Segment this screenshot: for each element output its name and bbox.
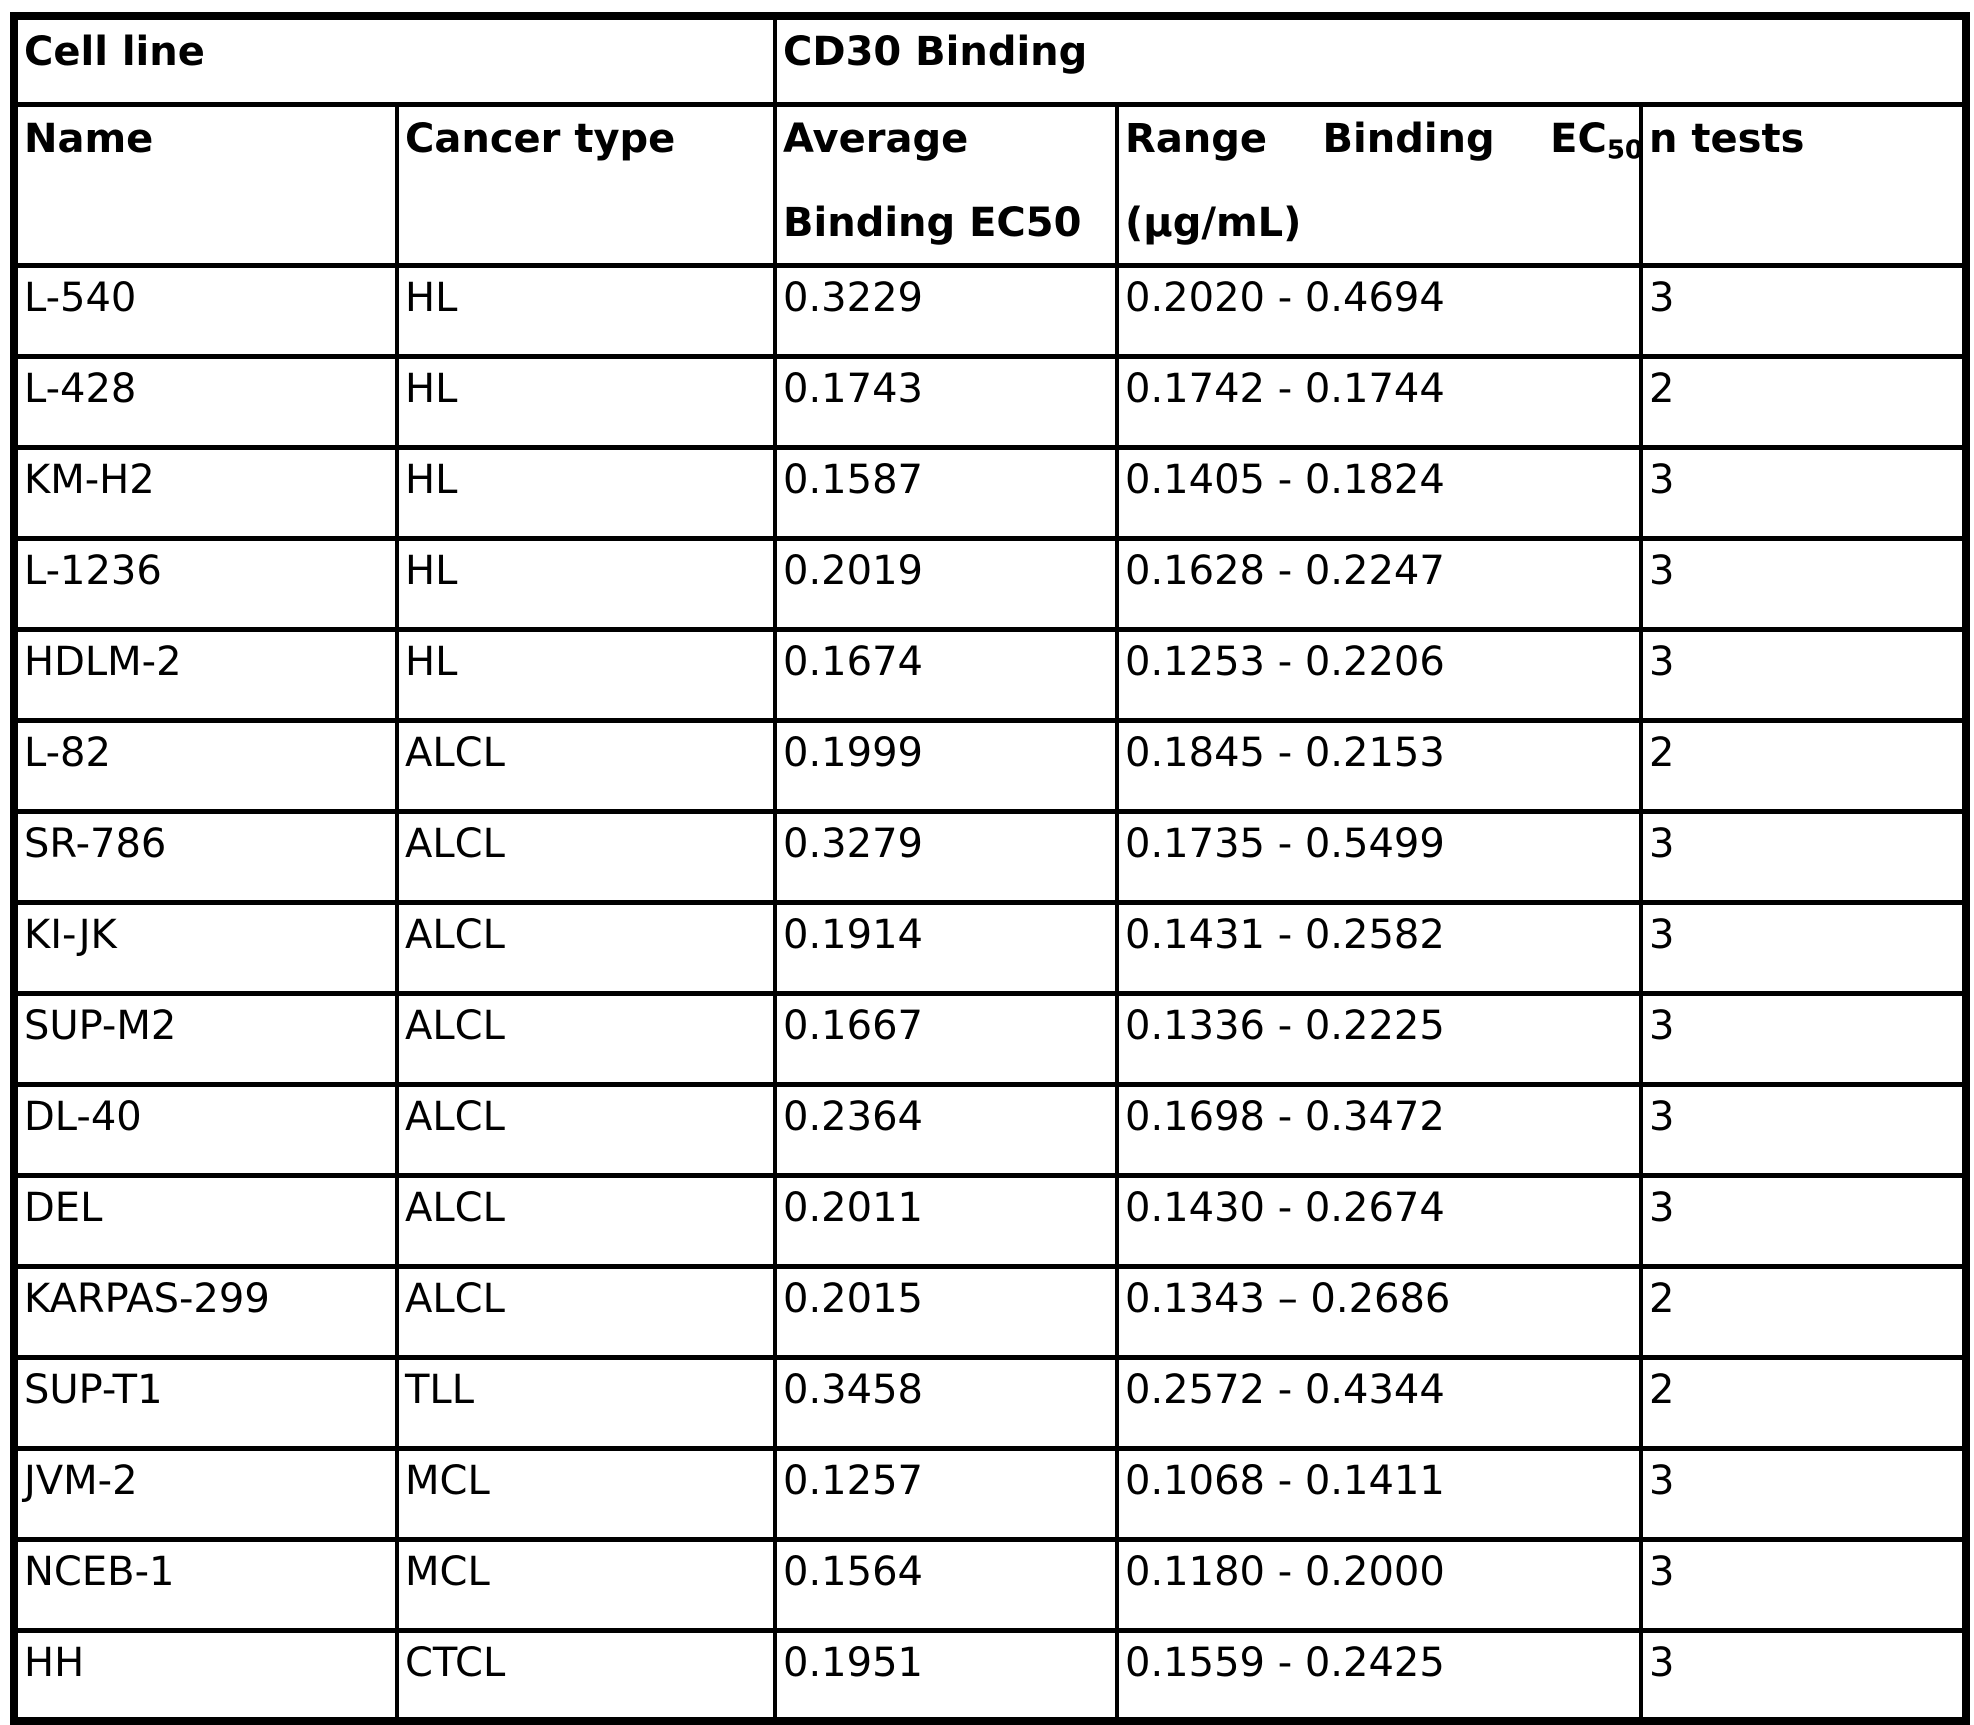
cell-range: 0.1068 - 0.1411 <box>1117 1448 1641 1539</box>
table-row <box>14 993 1966 1084</box>
cell-avg-ec50: 0.1914 <box>775 902 1117 993</box>
cell-name: KARPAS-299 <box>14 1266 397 1357</box>
cell-name: SUP-M2 <box>14 993 397 1084</box>
header-range-units: (µg/mL) <box>1125 199 1302 246</box>
table-row <box>14 1630 1966 1721</box>
cell-name: SUP-T1 <box>14 1357 397 1448</box>
cell-name: DL-40 <box>14 1084 397 1175</box>
cell-n-tests: 3 <box>1641 1084 1966 1175</box>
cell-range: 0.1845 - 0.2153 <box>1117 720 1641 811</box>
cell-avg-ec50: 0.1674 <box>775 629 1117 720</box>
cell-n-tests: 3 <box>1641 447 1966 538</box>
cell-name: JVM-2 <box>14 1448 397 1539</box>
header-binding-word: Binding <box>1322 115 1495 162</box>
cell-cancer-type: ALCL <box>397 902 775 993</box>
cell-cancer-type: HL <box>397 629 775 720</box>
cell-name: NCEB-1 <box>14 1539 397 1630</box>
table-row <box>14 1175 1966 1266</box>
cell-cancer-type: TLL <box>397 1357 775 1448</box>
cell-cancer-type: ALCL <box>397 1266 775 1357</box>
cell-cancer-type: CTCL <box>397 1630 775 1721</box>
cell-range: 0.1742 - 0.1744 <box>1117 356 1641 447</box>
cell-range: 0.1336 - 0.2225 <box>1117 993 1641 1084</box>
table-row <box>14 629 1966 720</box>
cell-name: KI-JK <box>14 902 397 993</box>
table-row <box>14 538 1966 629</box>
cell-n-tests: 3 <box>1641 993 1966 1084</box>
cell-n-tests: 3 <box>1641 811 1966 902</box>
cell-name: SR-786 <box>14 811 397 902</box>
header-average-line2: Binding EC50 <box>783 199 1082 246</box>
cell-avg-ec50: 0.1951 <box>775 1630 1117 1721</box>
cell-n-tests: 2 <box>1641 1357 1966 1448</box>
cell-avg-ec50: 0.1257 <box>775 1448 1117 1539</box>
cell-avg-ec50: 0.3279 <box>775 811 1117 902</box>
cell-n-tests: 3 <box>1641 1175 1966 1266</box>
cell-avg-ec50: 0.1667 <box>775 993 1117 1084</box>
cell-cancer-type: MCL <box>397 1539 775 1630</box>
cell-range: 0.2572 - 0.4344 <box>1117 1357 1641 1448</box>
header-cd30-binding: CD30 Binding <box>775 16 1966 104</box>
header-ec50-subscript: 50 <box>1606 135 1643 165</box>
cell-avg-ec50: 0.1999 <box>775 720 1117 811</box>
cell-cancer-type: ALCL <box>397 993 775 1084</box>
header-average-line1: Average <box>783 115 969 162</box>
table-row <box>14 1266 1966 1357</box>
header-columns-row <box>14 104 1966 265</box>
table-row <box>14 811 1966 902</box>
cell-avg-ec50: 0.2364 <box>775 1084 1117 1175</box>
table-row <box>14 265 1966 356</box>
header-range-line1 <box>1125 115 1643 163</box>
cell-range: 0.1735 - 0.5499 <box>1117 811 1641 902</box>
cell-range: 0.1431 - 0.2582 <box>1117 902 1641 993</box>
header-group-row <box>14 16 1966 104</box>
cell-cancer-type: HL <box>397 356 775 447</box>
cell-name: HDLM-2 <box>14 629 397 720</box>
cell-n-tests: 3 <box>1641 902 1966 993</box>
cell-range: 0.1180 - 0.2000 <box>1117 1539 1641 1630</box>
header-n-tests: n tests <box>1641 104 1966 265</box>
cell-n-tests: 3 <box>1641 538 1966 629</box>
cd30-binding-table <box>10 12 1970 1725</box>
header-range-binding-ec50 <box>1117 104 1641 265</box>
cell-avg-ec50: 0.3458 <box>775 1357 1117 1448</box>
table-row <box>14 447 1966 538</box>
header-ec50-label <box>1550 115 1643 163</box>
cell-range: 0.2020 - 0.4694 <box>1117 265 1641 356</box>
cell-avg-ec50: 0.2015 <box>775 1266 1117 1357</box>
cell-cancer-type: HL <box>397 265 775 356</box>
cell-cancer-type: HL <box>397 538 775 629</box>
header-cancer-type: Cancer type <box>397 104 775 265</box>
cell-n-tests: 3 <box>1641 1448 1966 1539</box>
cell-range: 0.1253 - 0.2206 <box>1117 629 1641 720</box>
table-row <box>14 1448 1966 1539</box>
cell-cancer-type: MCL <box>397 1448 775 1539</box>
cell-n-tests: 2 <box>1641 720 1966 811</box>
cell-n-tests: 3 <box>1641 1630 1966 1721</box>
cell-n-tests: 2 <box>1641 356 1966 447</box>
cell-range: 0.1430 - 0.2674 <box>1117 1175 1641 1266</box>
header-name: Name <box>14 104 397 265</box>
table-row <box>14 902 1966 993</box>
cell-avg-ec50: 0.2019 <box>775 538 1117 629</box>
cell-avg-ec50: 0.1564 <box>775 1539 1117 1630</box>
cell-n-tests: 3 <box>1641 629 1966 720</box>
cell-name: HH <box>14 1630 397 1721</box>
cell-range: 0.1559 - 0.2425 <box>1117 1630 1641 1721</box>
cell-avg-ec50: 0.1743 <box>775 356 1117 447</box>
cell-cancer-type: ALCL <box>397 1084 775 1175</box>
cell-name: L-1236 <box>14 538 397 629</box>
table-row <box>14 720 1966 811</box>
cell-name: DEL <box>14 1175 397 1266</box>
cell-cancer-type: ALCL <box>397 1175 775 1266</box>
table-row <box>14 1539 1966 1630</box>
cell-avg-ec50: 0.1587 <box>775 447 1117 538</box>
header-ec-text: EC <box>1550 115 1607 162</box>
cell-range: 0.1628 - 0.2247 <box>1117 538 1641 629</box>
cell-range: 0.1698 - 0.3472 <box>1117 1084 1641 1175</box>
cell-cancer-type: ALCL <box>397 720 775 811</box>
cell-avg-ec50: 0.2011 <box>775 1175 1117 1266</box>
cell-n-tests: 3 <box>1641 1539 1966 1630</box>
cell-avg-ec50: 0.3229 <box>775 265 1117 356</box>
cell-range: 0.1343 – 0.2686 <box>1117 1266 1641 1357</box>
cell-range: 0.1405 - 0.1824 <box>1117 447 1641 538</box>
header-range-word: Range <box>1125 115 1268 162</box>
cell-name: L-540 <box>14 265 397 356</box>
table-row <box>14 1357 1966 1448</box>
cell-name: L-428 <box>14 356 397 447</box>
cell-name: KM-H2 <box>14 447 397 538</box>
cell-cancer-type: HL <box>397 447 775 538</box>
header-average-binding-ec50 <box>775 104 1117 265</box>
table-row <box>14 1084 1966 1175</box>
cell-name: L-82 <box>14 720 397 811</box>
header-cell-line: Cell line <box>14 16 775 104</box>
cell-cancer-type: ALCL <box>397 811 775 902</box>
table-row <box>14 356 1966 447</box>
cell-n-tests: 3 <box>1641 265 1966 356</box>
cell-n-tests: 2 <box>1641 1266 1966 1357</box>
